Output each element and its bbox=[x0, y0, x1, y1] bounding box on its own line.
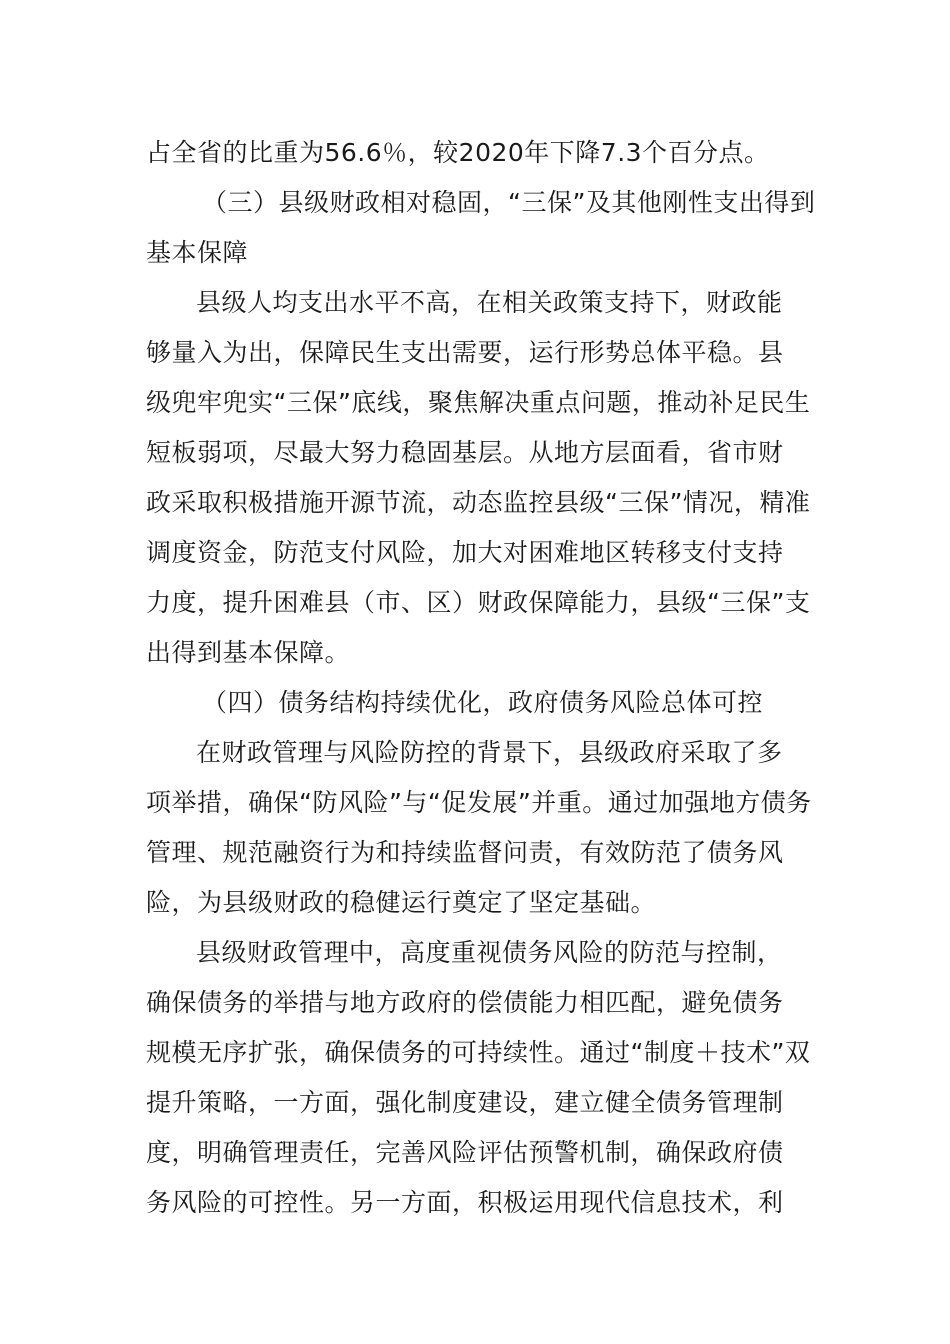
paragraph-line: 调度资金，防范支付风险，加大对困难地区转移支付支持 bbox=[146, 538, 784, 567]
paragraph-line: 力度，提升困难县（市、区）财政保障能力，县级“三保”支 bbox=[146, 588, 811, 617]
paragraph-line: 够量入为出，保障民生支出需要，运行形势总体平稳。县 bbox=[146, 338, 784, 367]
paragraph-line: 提升策略，一方面，强化制度建设，建立健全债务管理制 bbox=[146, 1088, 784, 1117]
text-line: 占全省的比重为56.6％，较2020年下降7.3个百分点。 bbox=[146, 138, 770, 167]
section-heading-3: （三）县级财政相对稳固，“三保”及其他刚性支出得到 bbox=[202, 188, 816, 217]
paragraph-line: 级兜牢兜实“三保”底线，聚焦解决重点问题，推动补足民生 bbox=[146, 388, 811, 417]
document-body bbox=[146, 128, 816, 1228]
paragraph-line: 度，明确管理责任，完善风险评估预警机制，确保政府债 bbox=[146, 1138, 784, 1167]
paragraph-line: 项举措，确保“防风险”与“促发展”并重。通过加强地方债务 bbox=[146, 788, 812, 817]
paragraph-line: 务风险的可控性。另一方面，积极运用现代信息技术，利 bbox=[146, 1188, 784, 1217]
paragraph-line: 短板弱项，尽最大努力稳固基层。从地方层面看，省市财 bbox=[146, 438, 784, 467]
paragraph-line: 县级人均支出水平不高，在相关政策支持下，财政能 bbox=[196, 288, 783, 317]
paragraph-line: 县级财政管理中，高度重视债务风险的防范与控制， bbox=[196, 938, 783, 967]
paragraph-line: 政采取积极措施开源节流，动态监控县级“三保”情况，精准 bbox=[146, 488, 811, 517]
paragraph-line: 险，为县级财政的稳健运行奠定了坚定基础。 bbox=[146, 888, 657, 917]
section-heading-4: （四）债务结构持续优化，政府债务风险总体可控 bbox=[202, 688, 764, 717]
section-heading-3-cont: 基本保障 bbox=[146, 238, 249, 267]
paragraph-line: 在财政管理与风险防控的背景下，县级政府采取了多 bbox=[196, 738, 783, 767]
paragraph-line: 出得到基本保障。 bbox=[146, 638, 351, 667]
paragraph-line: 管理、规范融资行为和持续监督问责，有效防范了债务风 bbox=[146, 838, 784, 867]
paragraph-line: 规模无序扩张，确保债务的可持续性。通过“制度＋技术”双 bbox=[146, 1038, 811, 1067]
paragraph-line: 确保债务的举措与地方政府的偿债能力相匹配，避免债务 bbox=[146, 988, 784, 1017]
